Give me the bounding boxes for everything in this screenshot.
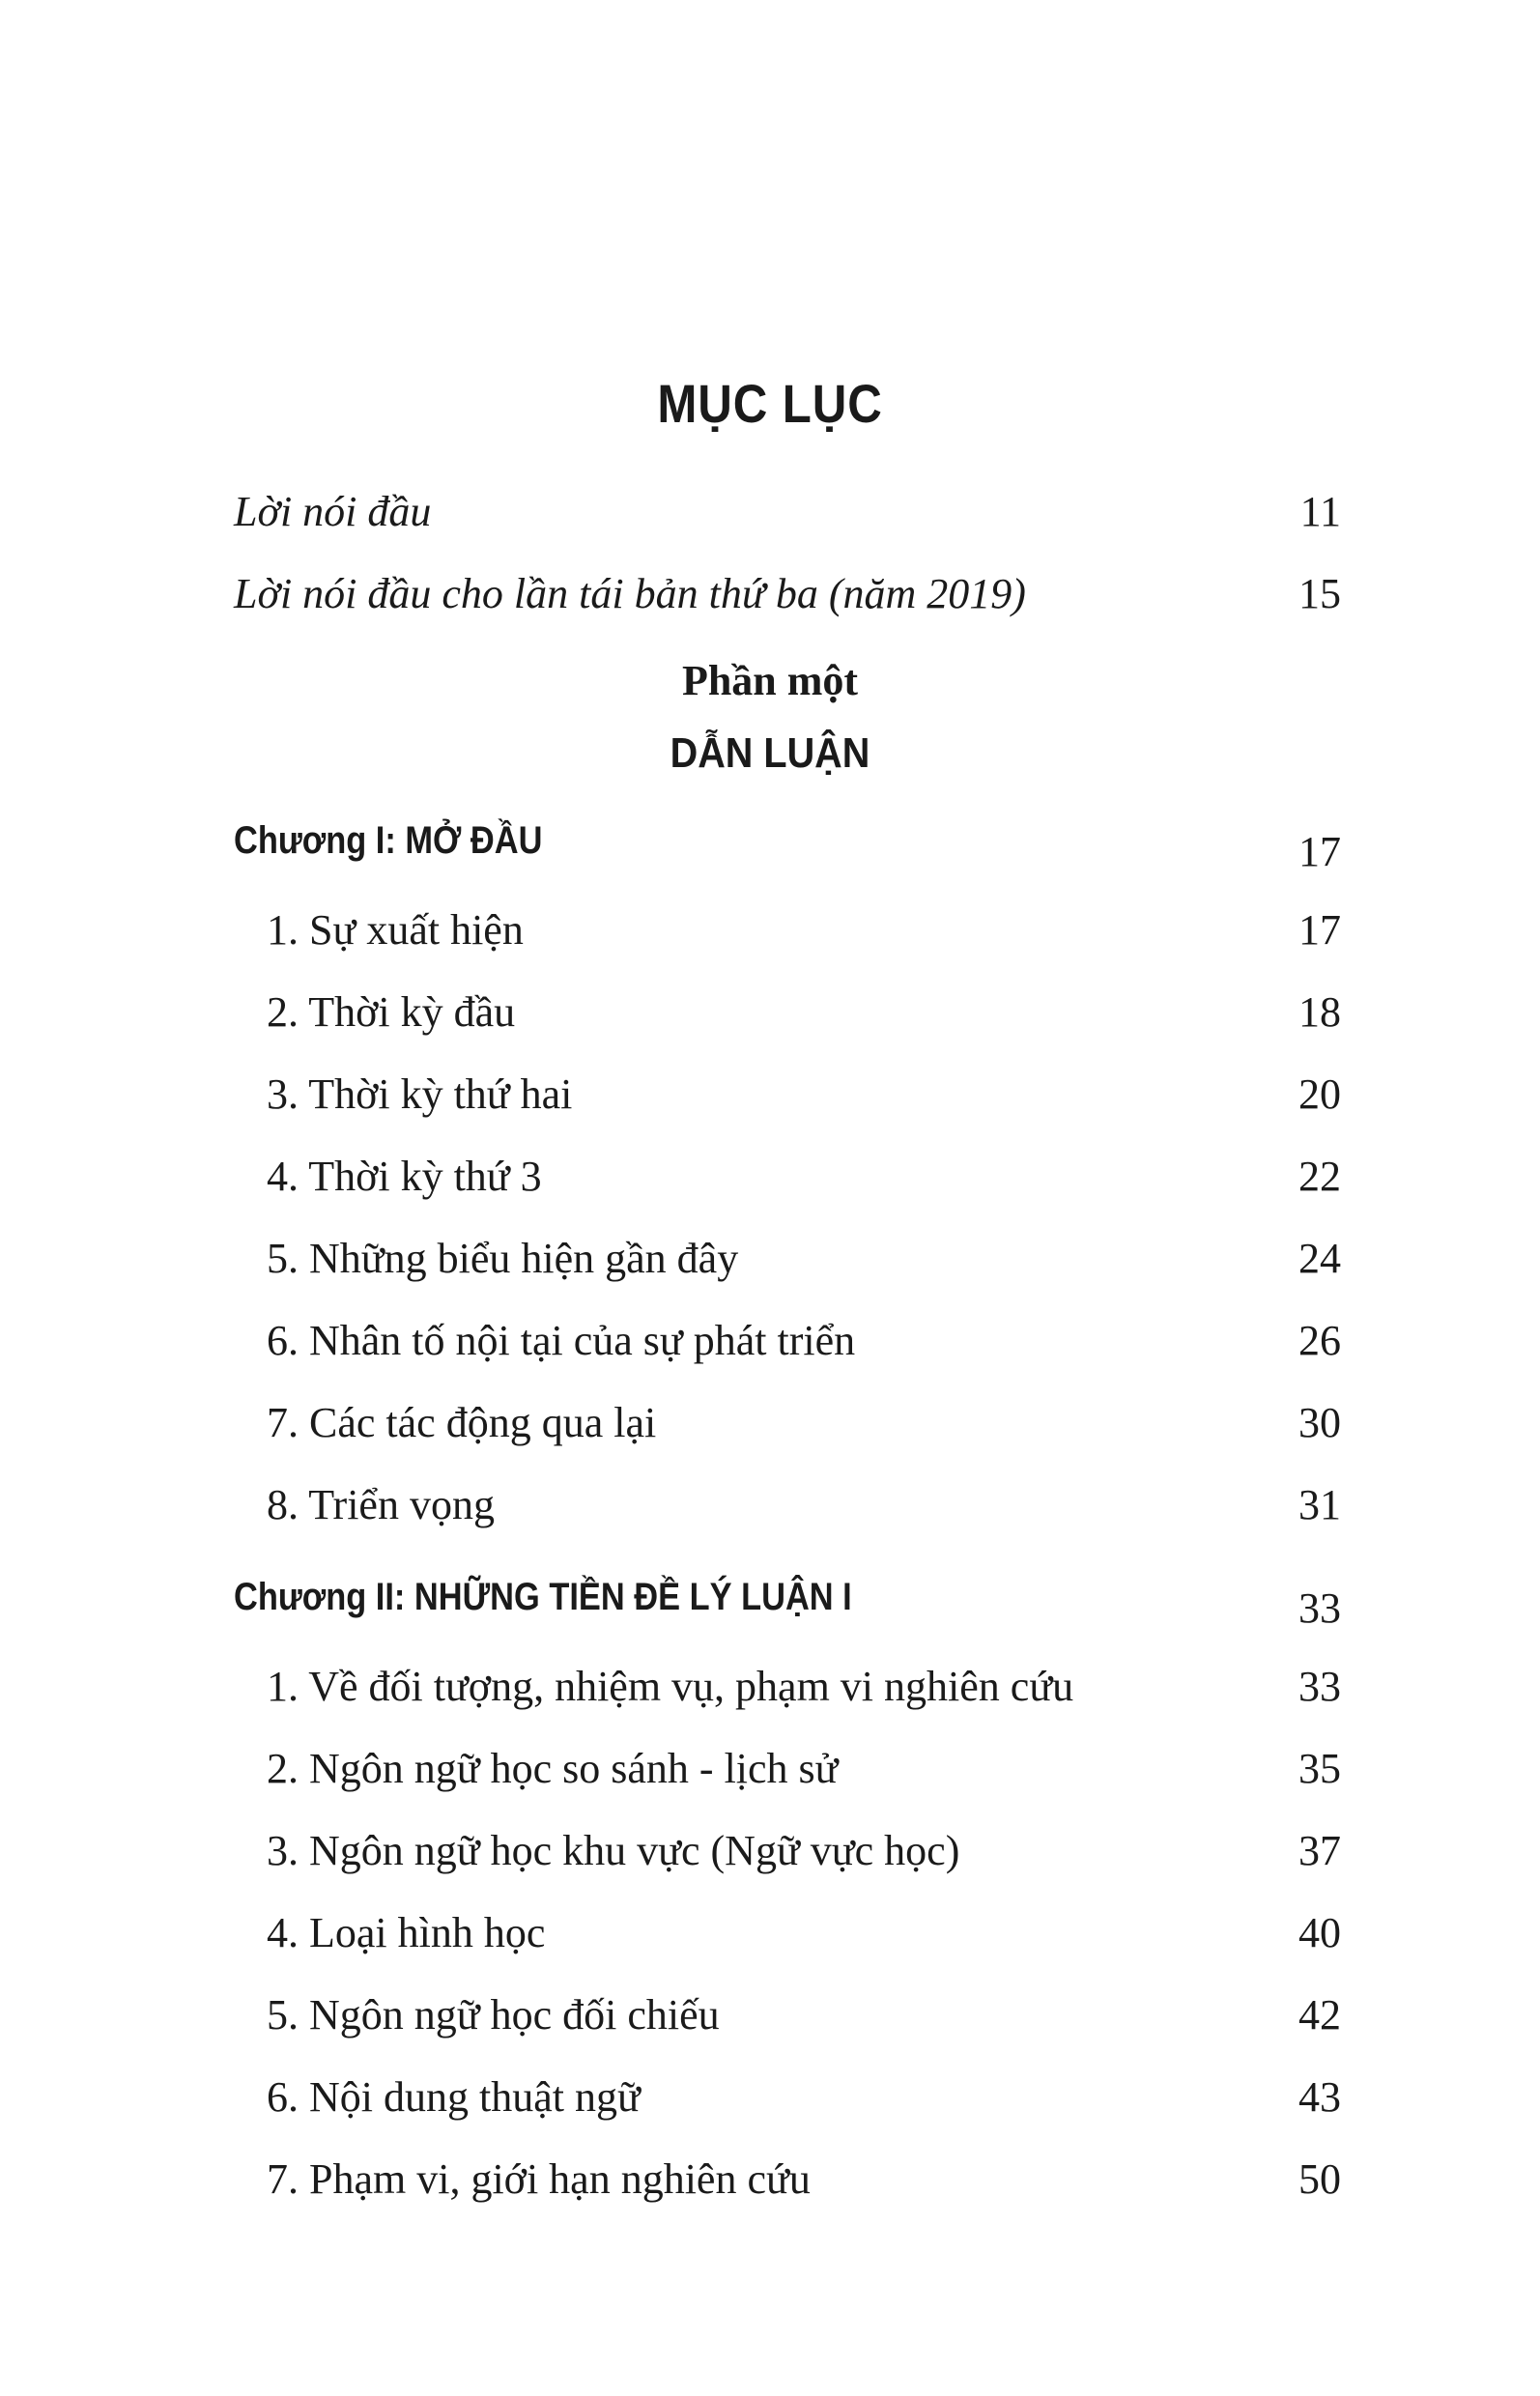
toc-entry[interactable]: [234, 1394, 1341, 1452]
toc-entry[interactable]: [234, 1148, 1341, 1206]
toc-chapter-1[interactable]: [234, 812, 1341, 875]
toc-entry[interactable]: [234, 1986, 1341, 2044]
part-heading: Phần một: [681, 657, 859, 704]
toc-entry-label: 2. Thời kỳ đầu: [267, 988, 516, 1036]
toc-entry-page: 35: [1298, 1745, 1341, 1792]
toc-chapter-page: 33: [1298, 1584, 1341, 1632]
toc-entry-page: 42: [1298, 1991, 1341, 2039]
toc-entry-preface[interactable]: [234, 483, 1341, 541]
toc-entry-page: 40: [1298, 1909, 1341, 1956]
toc-chapter-title: Chương II: NHỮNG TIỀN ĐỀ LÝ LUẬN I: [234, 1576, 852, 1618]
toc-entry[interactable]: [234, 901, 1341, 959]
toc-entry-label: Lời nói đầu cho lần tái bản thứ ba (năm 2019): [234, 570, 1026, 617]
toc-entry-label: 7. Các tác động qua lại: [267, 1399, 657, 1446]
toc-entry-label: 3. Ngôn ngữ học khu vực (Ngữ vực học): [267, 1827, 960, 1874]
toc-entry[interactable]: [234, 984, 1341, 1041]
toc-entry-label: 6. Nội dung thuật ngữ: [267, 2073, 641, 2121]
page-title: MỤC LỤC: [657, 373, 883, 434]
toc-entry[interactable]: [234, 1822, 1341, 1880]
toc-entry[interactable]: [234, 1740, 1341, 1798]
toc-entry-label: 1. Về đối tượng, nhiệm vụ, phạm vi nghiên cứu: [267, 1663, 1074, 1710]
part-title: DẪN LUẬN: [670, 729, 870, 777]
toc-entry-page: 33: [1298, 1663, 1341, 1710]
toc-entry-label: 5. Ngôn ngữ học đối chiếu: [267, 1991, 720, 2039]
toc-entry-page: 18: [1298, 988, 1341, 1036]
toc-entry-label: 4. Thời kỳ thứ 3: [267, 1153, 542, 1200]
toc-chapter-title: Chương I: MỞ ĐẦU: [234, 819, 543, 862]
toc-entry[interactable]: [234, 1904, 1341, 1962]
toc-entry-page: 24: [1298, 1235, 1341, 1282]
toc-entry-label: 6. Nhân tố nội tại của sự phát triển: [267, 1317, 856, 1364]
toc-entry-page: 26: [1298, 1317, 1341, 1364]
toc-entry-label: 3. Thời kỳ thứ hai: [267, 1070, 573, 1118]
toc-entry[interactable]: [234, 1476, 1341, 1534]
toc-entry-page: 37: [1298, 1827, 1341, 1874]
toc-entry-label: 5. Những biểu hiện gần đây: [267, 1235, 739, 1282]
toc-entry[interactable]: [234, 2151, 1341, 2209]
toc-entry-label: 2. Ngôn ngữ học so sánh - lịch sử: [267, 1745, 839, 1792]
toc-entry-page: 50: [1298, 2155, 1341, 2203]
toc-entry[interactable]: [234, 1658, 1341, 1716]
toc-entry-preface-third-edition[interactable]: [234, 565, 1341, 623]
toc-entry-page: 15: [1298, 570, 1341, 617]
toc-entry-label: Lời nói đầu: [234, 488, 432, 535]
toc-chapter-page: 17: [1298, 828, 1341, 875]
toc-entry-page: 20: [1298, 1070, 1341, 1118]
toc-entry-page: 11: [1299, 488, 1341, 535]
toc-entry[interactable]: [234, 1066, 1341, 1124]
toc-entry-page: 43: [1298, 2073, 1341, 2121]
toc-entry-label: 4. Loại hình học: [267, 1909, 546, 1956]
toc-chapter-2[interactable]: [234, 1568, 1341, 1632]
toc-entry-label: 7. Phạm vi, giới hạn nghiên cứu: [267, 2155, 811, 2203]
toc-entry[interactable]: [234, 2068, 1341, 2126]
toc-entry[interactable]: [234, 1230, 1341, 1288]
toc-entry-page: 22: [1298, 1153, 1341, 1200]
toc-entry-page: 31: [1298, 1481, 1341, 1528]
toc-entry-label: 8. Triển vọng: [267, 1481, 495, 1528]
toc-entry[interactable]: [234, 1312, 1341, 1370]
toc-entry-page: 30: [1298, 1399, 1341, 1446]
toc-entry-page: 17: [1298, 906, 1341, 954]
toc-entry-label: 1. Sự xuất hiện: [267, 906, 524, 954]
